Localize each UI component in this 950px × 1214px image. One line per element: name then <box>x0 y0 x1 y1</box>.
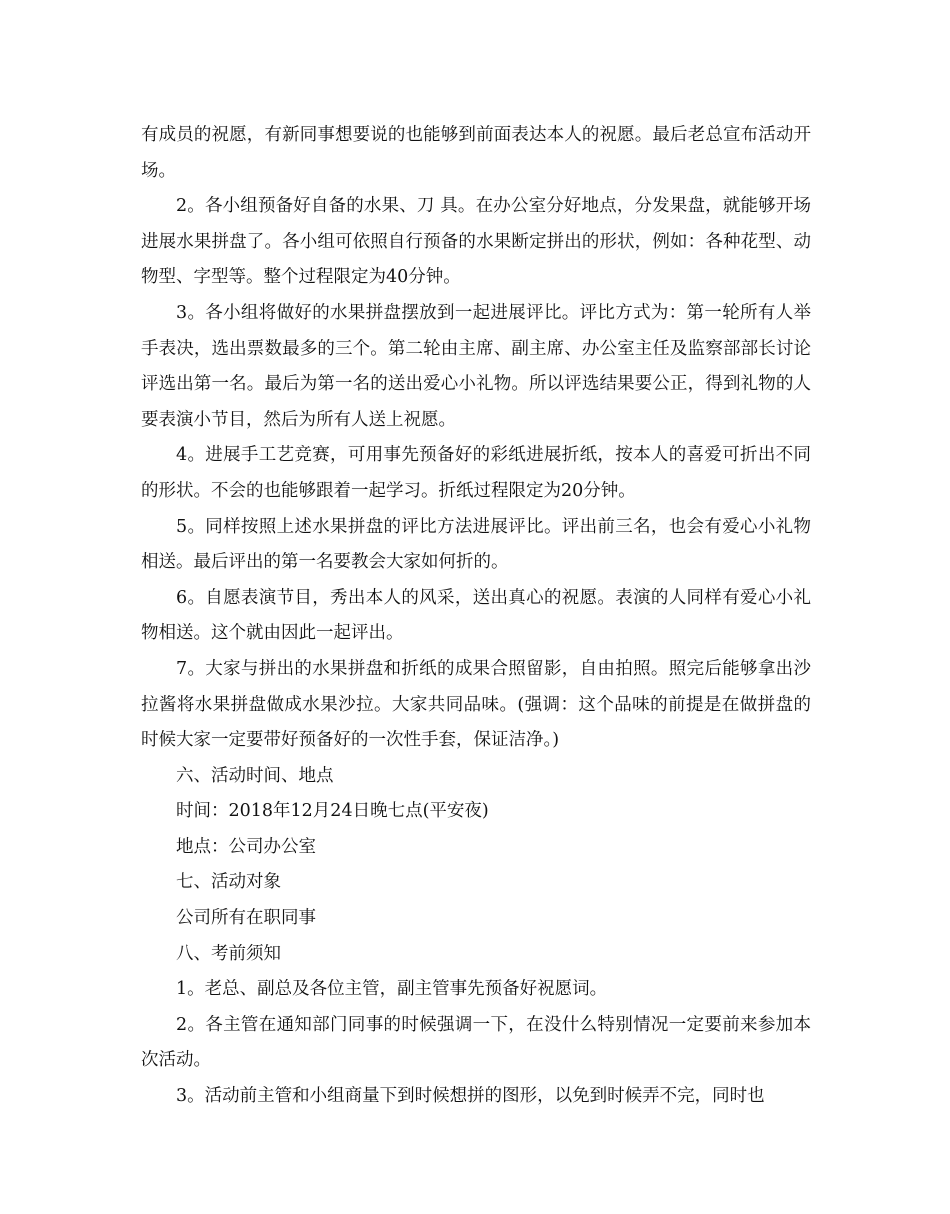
section-heading-time-place: 六、活动时间、地点 <box>176 765 334 786</box>
section-heading-notes: 八、考前须知 <box>176 943 281 964</box>
note-1: 1。老总、副总及各位主管，副主管事先预备好祝愿词。 <box>176 979 608 1000</box>
note-3: 3。活动前主管和小组商量下到时候想拼的图形，以免到时候弄不完，同时也 <box>176 1086 765 1107</box>
paragraph-step-6: 6。自愿表演节目，秀出本人的风采，送出真心的祝愿。表演的人同样有爱心小礼物相送。这个就由因此一起评出。 <box>141 587 811 644</box>
paragraph-step-5: 5。同样按照上述水果拼盘的评比方法进展评比。评出前三名，也会有爱心小礼物相送。最后评出的第一名要教会大家如何折的。 <box>141 516 811 573</box>
paragraph-step-2: 2。各小组预备好自备的水果、刀 具。在办公室分好地点，分发果盘，就能够开场进展水果拼盘了。各小组可依照自行预备的水果断定拼出的形状，例如：各种花型、动物型、字型等。整个过程限定为40分钟。 <box>141 196 811 288</box>
paragraph-step-3: 3。各小组将做好的水果拼盘摆放到一起进展评比。评比方式为：第一轮所有人举手表决，选出票数最多的三个。第二轮由主席、副主席、办公室主任及监察部部长讨论评选出第一名。最后为第一名的送出爱心小礼物。所以评选结果要公正，得到礼物的人要表演小节目，然后为所有人送上祝愿。 <box>141 302 811 430</box>
event-time: 时间：2018年12月24日晚七点(平安夜) <box>176 801 489 822</box>
participants-text: 公司所有在职同事 <box>176 908 316 929</box>
paragraph-step-7: 7。大家与拼出的水果拼盘和折纸的成果合照留影，自由拍照。照完后能够拿出沙拉酱将水果拼盘做成水果沙拉。大家共同品味。(强调：这个品味的前提是在做拼盘的时候大家一定要带好预备好的一次性手套，保证洁净。) <box>141 658 811 751</box>
paragraph-step-4: 4。进展手工艺竞赛，可用事先预备好的彩纸进展折纸，按本人的喜爱可折出不同的形状。不会的也能够跟着一起学习。折纸过程限定为20分钟。 <box>141 445 811 501</box>
section-heading-participants: 七、活动对象 <box>176 872 281 893</box>
paragraph-intro-continuation: 有成员的祝愿，有新同事想要说的也能够到前面表达本人的祝愿。最后老总宣布活动开场。 <box>141 125 811 181</box>
document-body <box>141 118 811 1115</box>
note-2: 2。各主管在通知部门同事的时候强调一下，在没什么特别情况一定要前来参加本次活动。 <box>141 1014 811 1071</box>
event-place: 地点：公司办公室 <box>176 836 316 857</box>
